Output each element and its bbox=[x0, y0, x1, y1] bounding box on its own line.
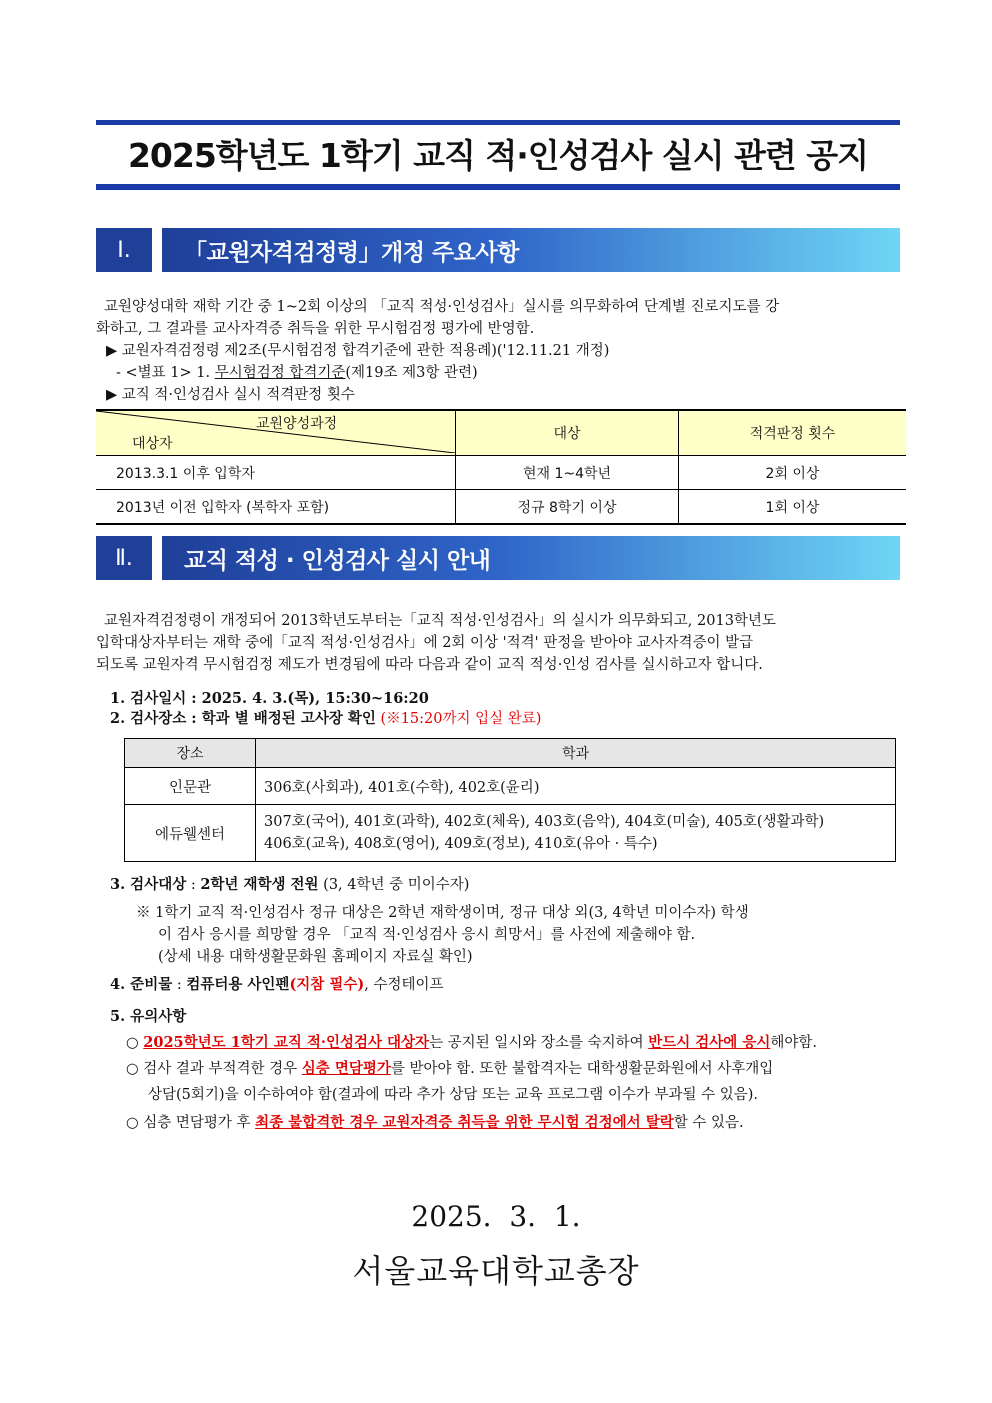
count-cell: 2회 이상 bbox=[679, 456, 907, 490]
item5-notes: 5. 유의사항 bbox=[110, 1008, 187, 1025]
item2-location bbox=[110, 708, 541, 730]
target-cell: 현재 1~4학년 bbox=[456, 456, 679, 490]
col-place-header: 장소 bbox=[125, 739, 256, 768]
circle-bullet: ○ bbox=[126, 1061, 139, 1077]
c3-fail: 최종 불합격한 경우 교원자격증 취득을 위한 무시험 검정에서 탈락 bbox=[255, 1114, 674, 1131]
item3-bold: 2학년 재학생 전원 bbox=[200, 876, 319, 893]
item4-sep: : bbox=[172, 977, 187, 993]
note-line1: ※ 1학기 교직 적·인성검사 정규 대상은 2학년 재학생이며, 정규 대상 외(3, 4학년 미이수자) 학생 bbox=[136, 905, 749, 921]
table-header-row bbox=[96, 410, 906, 456]
count-cell: 1회 이상 bbox=[679, 490, 907, 525]
diag-top-label: 교원양성과정 bbox=[256, 416, 338, 432]
table-row bbox=[96, 490, 906, 525]
title-bottom-bar bbox=[96, 184, 900, 190]
who-cell: 2013.3.1 이후 입학자 bbox=[96, 456, 456, 490]
dept-line2: 406호(교육), 408호(영어), 409호(정보), 410호(유아 · 특수) bbox=[264, 836, 658, 852]
item3-sep: : bbox=[186, 877, 201, 893]
qualification-count-table bbox=[96, 409, 906, 525]
diag-bottom-label: 대상자 bbox=[132, 436, 173, 452]
c3-start: 심층 면담평가 후 bbox=[143, 1115, 256, 1131]
c3-end: 할 수 있음. bbox=[673, 1115, 744, 1131]
item4-label: 4. 준비물 bbox=[110, 976, 173, 993]
c1-mid: 는 공지된 일시와 장소를 숙지하여 bbox=[429, 1035, 649, 1051]
section1-number: Ⅰ. bbox=[96, 228, 152, 272]
target-cell: 정규 8학기 이상 bbox=[456, 490, 679, 525]
dept-line1: 307호(국어), 401호(과학), 402호(체육), 403호(음악), 404호(미술), 405호(생활과학) bbox=[264, 814, 825, 830]
dept-cell bbox=[256, 768, 896, 805]
item2-note: (※15:20까지 입실 완료) bbox=[375, 711, 542, 727]
col-target-header: 대상 bbox=[456, 410, 679, 456]
item3-label: 3. 검사대상 bbox=[110, 876, 187, 893]
item3-target bbox=[110, 874, 469, 896]
place-cell: 인문관 bbox=[125, 768, 256, 805]
room-table-header bbox=[125, 739, 896, 768]
item4-bold: 컴퓨터용 사인펜 bbox=[186, 976, 290, 993]
place-cell: 에듀웰센터 bbox=[125, 805, 256, 862]
section1-heading: 「교원자격검정령」개정 주요사항 bbox=[162, 228, 900, 272]
page-title: 2025학년도 1학기 교직 적·인성검사 실시 관련 공지 bbox=[127, 136, 869, 175]
note-line3: (상세 내용 대학생활문화원 홈페이지 자료실 확인) bbox=[158, 949, 473, 965]
section1-bullet1: ▶ 교원자격검정령 제2조(무시험검정 합격기준에 관한 적용례)('12.11.21 개정) bbox=[106, 343, 610, 359]
section2-number: Ⅱ. bbox=[96, 536, 152, 580]
note-line2: 이 검사 응시를 희망할 경우 「교직 적·인성검사 응시 희망서」를 사전에 제출해야 함. bbox=[158, 927, 696, 943]
caution-3 bbox=[126, 1112, 744, 1134]
dept-cell bbox=[256, 805, 896, 862]
item4-supplies bbox=[110, 974, 444, 996]
section2-para-line2: 입학대상자부터는 재학 중에「교직 적성·인성검사」에 2회 이상 '적격' 판정을 받아야 교사자격증이 발급 bbox=[96, 635, 754, 651]
dept-line1: 306호(사회과), 401호(수학), 402호(윤리) bbox=[264, 779, 540, 796]
section2-para-line1: 교원자격검정령이 개정되어 2013학년도부터는「교직 적성·인성검사」의 실시가 의무화되고, 2013학년도 bbox=[104, 613, 776, 629]
issuer-name: 서울교육대학교총장 bbox=[352, 1252, 640, 1290]
item3-rest: (3, 4학년 중 미이수자) bbox=[318, 877, 470, 893]
c2-start: 검사 결과 부적격한 경우 bbox=[143, 1061, 302, 1077]
sub1-suffix: (제19조 제3항 관련) bbox=[345, 365, 478, 381]
room-assignment-table bbox=[124, 738, 896, 862]
c2-end: 를 받아야 함. 또한 불합격자는 대학생활문화원에서 사후개입 bbox=[390, 1061, 774, 1077]
section2-heading: 교직 적성 · 인성검사 실시 안내 bbox=[162, 536, 900, 580]
issue-date: 2025. 3. 1. bbox=[411, 1200, 581, 1233]
col-dept-header: 학과 bbox=[256, 739, 896, 768]
table-row bbox=[96, 456, 906, 490]
section1-para-line2: 화하고, 그 결과를 교사자격증 취득을 위한 무시험검정 평가에 반영함. bbox=[96, 321, 535, 337]
item4-rest: , 수정테이프 bbox=[364, 977, 444, 993]
title-top-bar bbox=[96, 120, 900, 125]
c1-target: 2025학년도 1학기 교직 적·인성검사 대상자 bbox=[143, 1034, 430, 1051]
circle-bullet: ○ bbox=[126, 1115, 139, 1131]
caution-2 bbox=[126, 1058, 773, 1080]
item2-main: 2. 검사장소 : 학과 별 배정된 고사장 확인 bbox=[110, 710, 376, 727]
item4-red: (지참 필수) bbox=[289, 976, 365, 993]
table-row bbox=[125, 805, 896, 862]
c2-interview: 심층 면담평가 bbox=[301, 1060, 391, 1077]
c1-end: 해야함. bbox=[770, 1035, 818, 1051]
section2-para-line3: 되도록 교원자격 무시험검정 제도가 변경됨에 따라 다음과 같이 교직 적성·인성 검사를 실시하고자 합니다. bbox=[96, 657, 763, 673]
item1-schedule: 1. 검사일시 : 2025. 4. 3.(목), 15:30~16:20 bbox=[110, 690, 429, 707]
caution-2-line2: 상담(5회기)을 이수하여야 함(결과에 따라 추가 상담 또는 교육 프로그램 이수가 부과될 수 있음). bbox=[148, 1087, 759, 1103]
caution-1 bbox=[126, 1032, 817, 1054]
sub1-prefix: - <별표 1> 1. bbox=[116, 365, 215, 381]
section1-bullet2: ▶ 교직 적·인성검사 실시 적격판정 횟수 bbox=[106, 387, 355, 403]
c1-must: 반드시 검사에 응시 bbox=[648, 1034, 771, 1051]
who-cell: 2013년 이전 입학자 (복학자 포함) bbox=[96, 490, 456, 525]
section1-sub1 bbox=[116, 362, 478, 384]
sub1-underlined: 무시험검정 합격기준 bbox=[214, 365, 346, 381]
col-count-header: 적격판정 횟수 bbox=[679, 410, 907, 456]
table-row bbox=[125, 768, 896, 805]
circle-bullet: ○ bbox=[126, 1035, 139, 1051]
diagonal-header-cell bbox=[96, 410, 456, 456]
section1-para-line1: 교원양성대학 재학 기간 중 1~2회 이상의 「교직 적성·인성검사」실시를 의무화하여 단계별 진로지도를 강 bbox=[104, 299, 780, 315]
